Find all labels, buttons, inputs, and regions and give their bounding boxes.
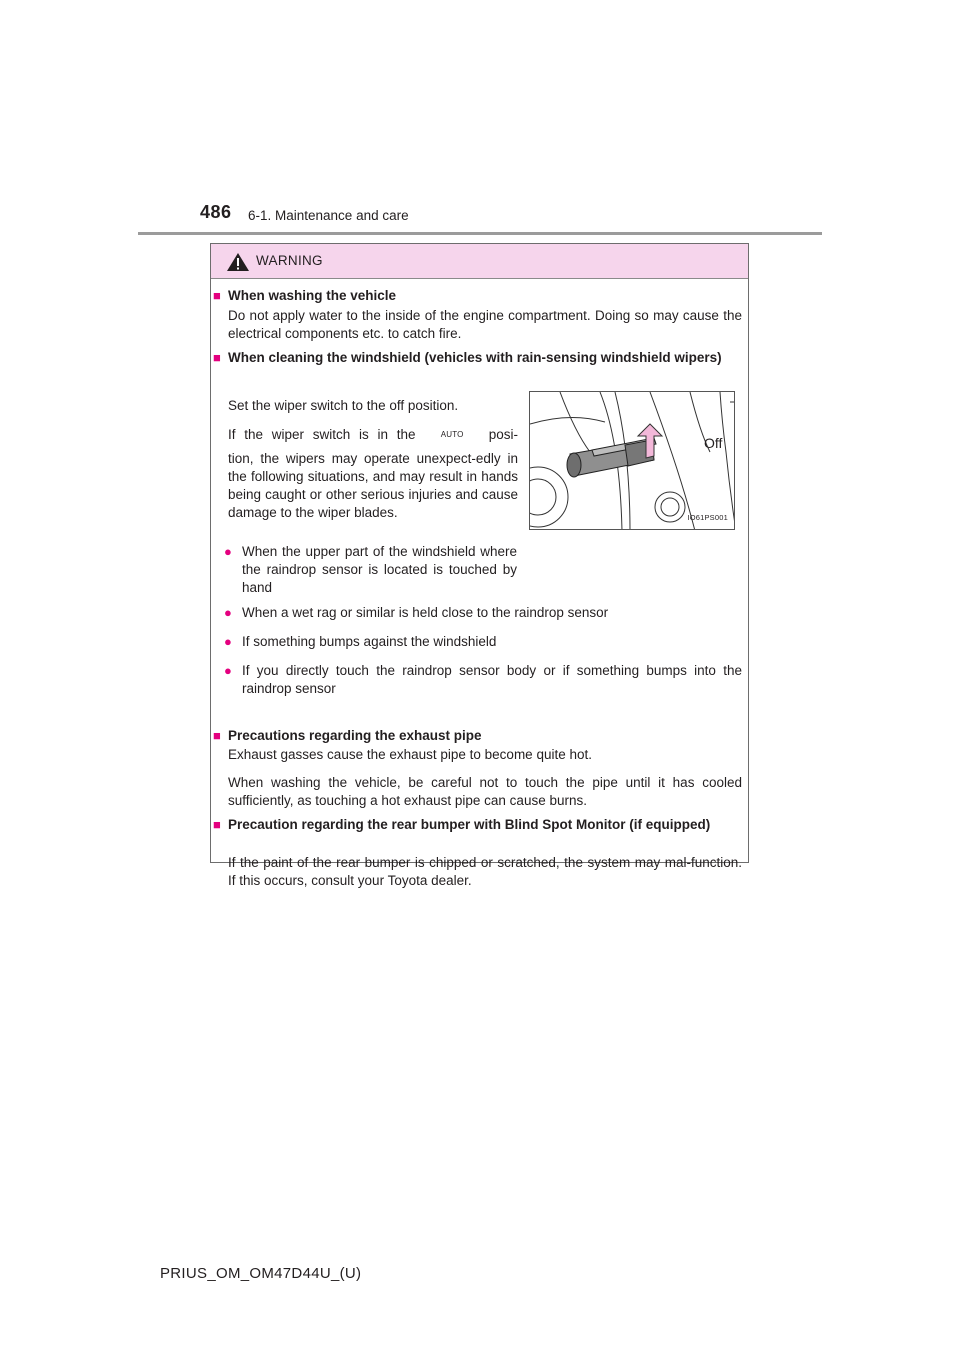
bullet-wet-rag: When a wet rag or similar is held close to the raindrop sensor	[242, 605, 609, 620]
paragraph-washing: Do not apply water to the inside of the engine compartment. Doing so may cause the electrical components etc. to catch fire.	[228, 308, 742, 341]
bullet-touched-by-hand: When the upper part of the windshield where the raindrop sensor is located is touched by hand	[242, 544, 517, 595]
square-bullet-icon: ■	[213, 350, 221, 365]
off-label: Off	[704, 435, 723, 451]
bullet-marker	[224, 543, 239, 561]
circle-bullet-icon: ●	[224, 605, 232, 620]
paragraph-exhaust-hot: Exhaust gasses cause the exhaust pipe to become quite hot.	[228, 747, 592, 762]
circle-bullet-icon: ●	[224, 544, 232, 559]
paragraph-situations: tion, the wipers may operate unexpect-edly in the following situations, and may result in hands being caught or other serious injuries and cause damage to the wiper blades.	[228, 451, 518, 520]
section-title: 6-1. Maintenance and care	[248, 208, 409, 223]
warning-triangle-icon	[226, 252, 250, 272]
auto-switch-label: AUTO	[440, 430, 464, 439]
heading-windshield: ■ When cleaning the windshield (vehicles with rain-sensing windshield wipers)	[213, 350, 722, 365]
heading-exhaust: ■ Precautions regarding the exhaust pipe	[213, 728, 482, 743]
square-bullet-icon: ■	[213, 288, 221, 303]
bullet-marker	[224, 604, 239, 622]
bullet-bumps-windshield: If something bumps against the windshield	[242, 634, 497, 649]
paragraph-set-off: Set the wiper switch to the off position.	[228, 398, 459, 413]
warning-title: WARNING	[256, 253, 323, 268]
square-bullet-icon: ■	[213, 728, 221, 743]
auto-line: If the wiper switch is in the AUTO posi-	[228, 427, 518, 442]
bullet-marker	[224, 633, 239, 651]
wiper-switch-figure	[529, 391, 735, 530]
paragraph-exhaust-wash: When washing the vehicle, be careful not to touch the pipe until it has cooled sufficiently, as touching a hot exhaust pipe can cause burns.	[228, 775, 742, 808]
document-code: PRIUS_OM_OM47D44U_(U)	[160, 1265, 362, 1282]
header-rule	[138, 232, 822, 235]
circle-bullet-icon: ●	[224, 663, 232, 678]
heading-washing: ■ When washing the vehicle	[213, 288, 397, 303]
page-number: 486	[200, 202, 232, 222]
figure-code: IO61PS001	[687, 513, 728, 522]
warning-box	[210, 243, 749, 888]
bullet-marker	[224, 662, 239, 680]
paragraph-rear-bumper: If the paint of the rear bumper is chipped or scratched, the system may mal-function. If this occurs, consult your Toyota dealer.	[228, 855, 742, 888]
circle-bullet-icon: ●	[224, 634, 232, 649]
bullet-sensor-body: If you directly touch the raindrop sensor body or if something bumps into the raindrop sensor	[242, 663, 742, 696]
square-bullet-icon: ■	[213, 817, 221, 832]
warning-header	[211, 244, 748, 279]
heading-rear-bumper: ■ Precaution regarding the rear bumper with Blind Spot Monitor (if equipped)	[213, 817, 711, 832]
